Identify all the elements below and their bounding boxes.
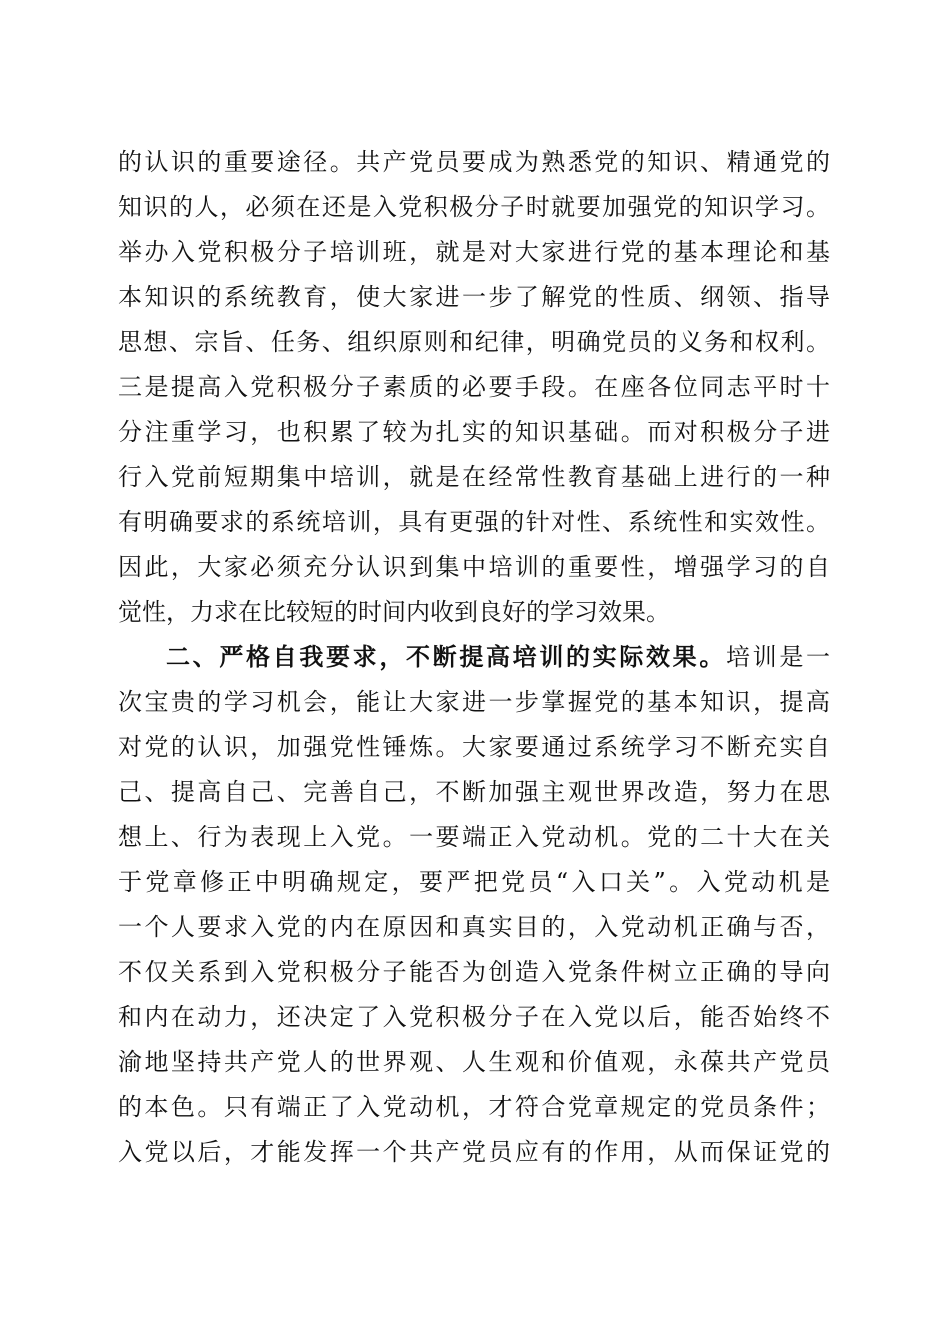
text-line: 知识的人，必须在还是入党积极分子时就要加强党的知识学习。 <box>118 193 830 221</box>
text-line: 对党的认识，加强党性锤炼。大家要通过系统学习不断充实自 <box>118 733 830 761</box>
text-line: 己、提高自己、完善自己，不断加强主观世界改造，努力在思 <box>118 778 830 806</box>
text-line: 的本色。只有端正了入党动机，才符合党章规定的党员条件； <box>118 1093 830 1121</box>
text-line: 和内在动力，还决定了入党积极分子在入党以后，能否始终不 <box>118 1003 830 1031</box>
text-line: 举办入党积极分子培训班，就是对大家进行党的基本理论和基 <box>118 238 830 266</box>
text-line: 入党以后，才能发挥一个共产党员应有的作用，从而保证党的 <box>118 1138 830 1166</box>
text-line: 不仅关系到入党积极分子能否为创造入党条件树立正确的导向 <box>118 958 830 986</box>
text-line: 分注重学习，也积累了较为扎实的知识基础。而对积极分子进 <box>118 418 830 446</box>
section-heading-line <box>118 635 830 680</box>
text-line: 的认识的重要途径。共产党员要成为熟悉党的知识、精通党的 <box>118 148 830 176</box>
text-line: 一个人要求入党的内在原因和真实目的，入党动机正确与否， <box>118 913 830 941</box>
text-line: 觉性，力求在比较短的时间内收到良好的学习效果。 <box>118 598 670 626</box>
text-line: 思想、宗旨、任务、组织原则和纪律，明确党员的义务和权利。 <box>118 328 830 356</box>
text-line: 因此，大家必须充分认识到集中培训的重要性，增强学习的自 <box>118 553 830 581</box>
text-line: 三是提高入党积极分子素质的必要手段。在座各位同志平时十 <box>118 373 830 401</box>
body-text <box>118 140 830 1175</box>
text-line: 次宝贵的学习机会，能让大家进一步掌握党的基本知识，提高 <box>118 688 830 716</box>
text-line: 行入党前短期集中培训，就是在经常性教育基础上进行的一种 <box>118 463 830 491</box>
text-line: 想上、行为表现上入党。一要端正入党动机。党的二十大在关 <box>118 823 830 851</box>
text-line: 渝地坚持共产党人的世界观、人生观和价值观，永葆共产党员 <box>118 1048 830 1076</box>
section-heading: 二、严格自我要求，不断提高培训的实际效果。 <box>166 643 726 671</box>
text-line: 有明确要求的系统培训，具有更强的针对性、系统性和实效性。 <box>118 508 830 536</box>
text-line: 本知识的系统教育，使大家进一步了解党的性质、纲领、指导 <box>118 283 830 311</box>
text-line: 于党章修正中明确规定，要严把党员“入口关”。入党动机是 <box>118 868 830 896</box>
text-fragment: 培训是一 <box>726 643 830 671</box>
